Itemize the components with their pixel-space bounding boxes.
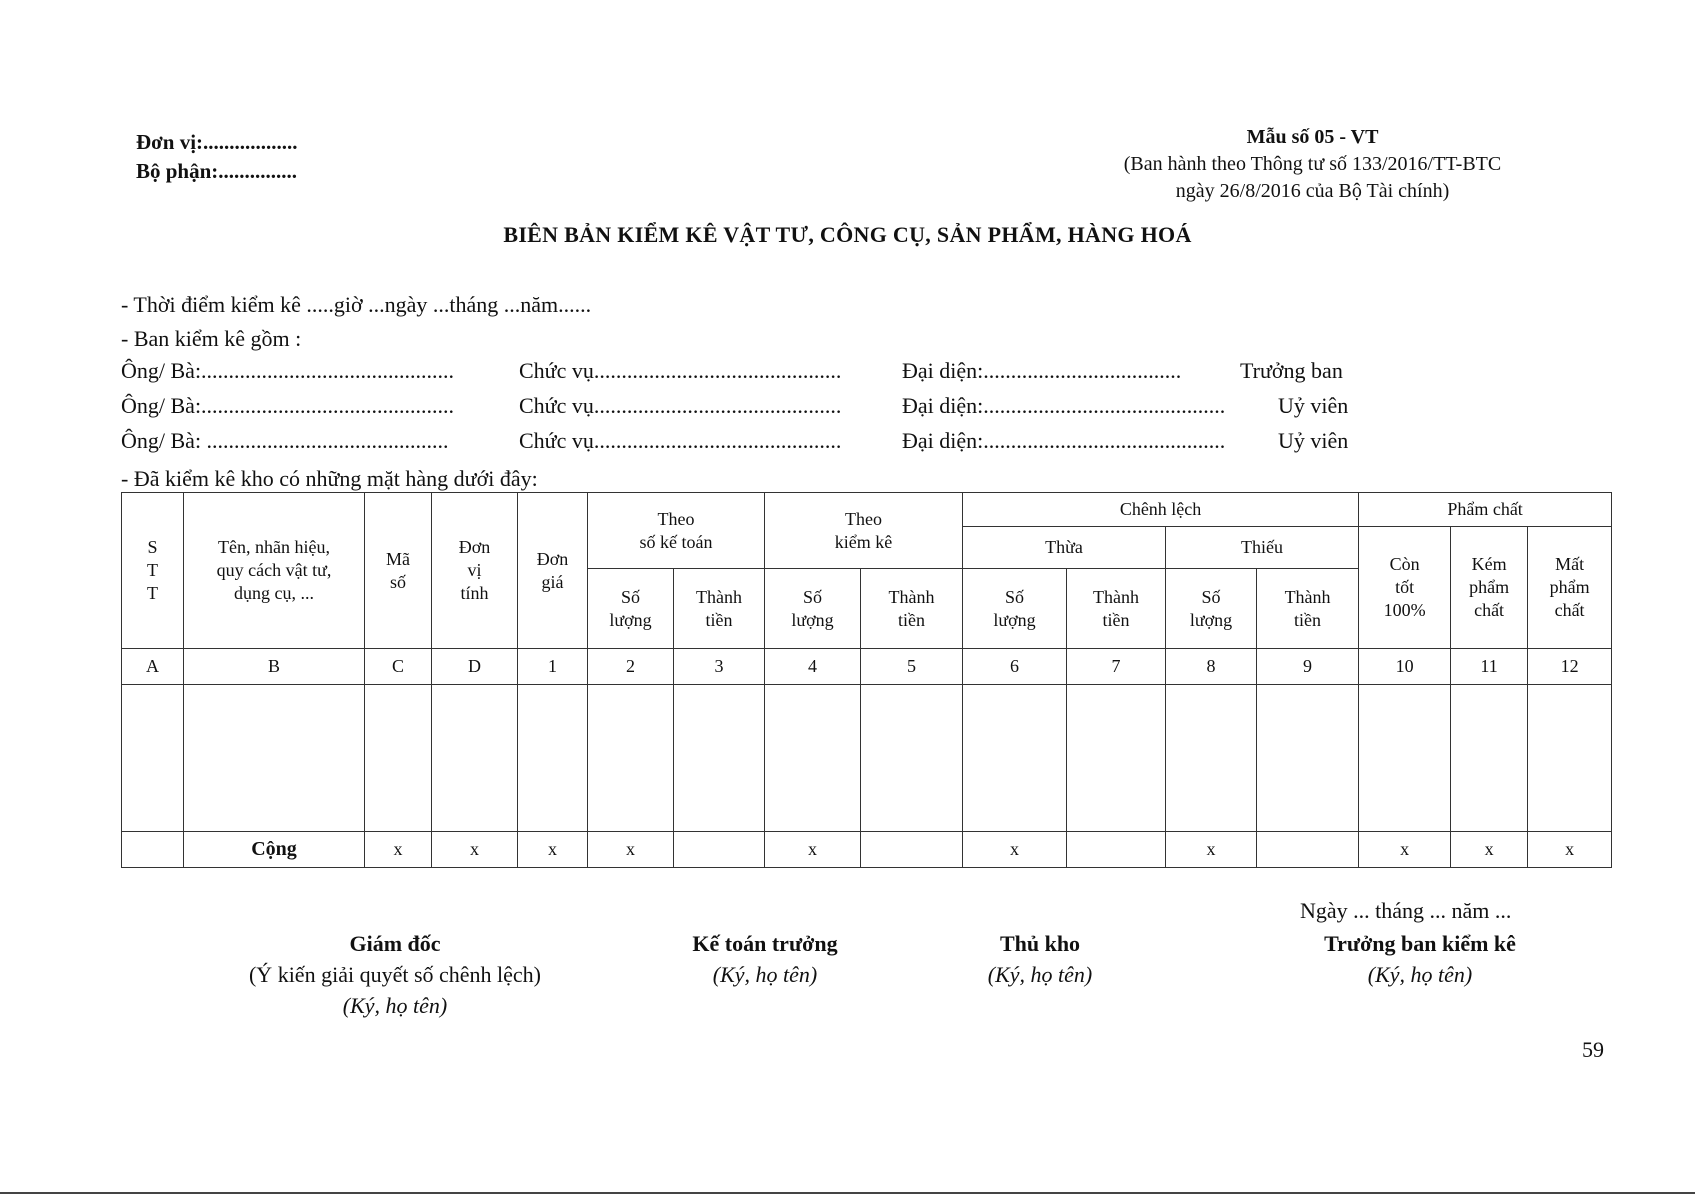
header-quantity: Số lượng <box>1166 569 1257 649</box>
header-quantity: Số lượng <box>765 569 861 649</box>
header-quantity: Số lượng <box>963 569 1067 649</box>
board-members-line: - Ban kiểm kê gồm : <box>121 326 302 351</box>
member-position-field: Chức vụ............................................. <box>519 358 842 383</box>
total-cell: x <box>518 832 588 868</box>
director-signature-block <box>190 928 600 1021</box>
entry-cell[interactable] <box>1067 685 1166 832</box>
column-code: 11 <box>1451 649 1528 685</box>
header-surplus: Thừa <box>963 527 1166 569</box>
entry-cell[interactable] <box>1166 685 1257 832</box>
document-title: BIÊN BẢN KIỂM KÊ VẬT TƯ, CÔNG CỤ, SẢN PHẨM, HÀNG HOÁ <box>503 222 1192 247</box>
total-cell: x <box>1528 832 1612 868</box>
inventory-time-line: - Thời điểm kiểm kê .....giờ ...ngày ...tháng ...năm...... <box>121 292 592 317</box>
form-code: Mẫu số 05 - VT <box>1246 126 1379 148</box>
issued-by-line-2: ngày 26/8/2016 của Bộ Tài chính) <box>1175 180 1450 202</box>
entry-cell[interactable] <box>518 685 588 832</box>
header-amount: Thành tiền <box>1067 569 1166 649</box>
column-code: 12 <box>1528 649 1612 685</box>
entry-cell[interactable] <box>588 685 674 832</box>
accountant-sign-hint: (Ký, họ tên) <box>712 962 818 987</box>
entry-cell[interactable] <box>861 685 963 832</box>
column-code: 8 <box>1166 649 1257 685</box>
column-code: 7 <box>1067 649 1166 685</box>
column-code: 3 <box>674 649 765 685</box>
storekeeper-sign-hint: (Ký, họ tên) <box>987 962 1093 987</box>
header-quality: Phẩm chất <box>1359 493 1612 527</box>
accountant-signature-block <box>640 928 890 990</box>
issued-by-line-1: (Ban hành theo Thông tư số 133/2016/TT-BTC <box>1123 153 1502 175</box>
member-position-field: Chức vụ............................................. <box>519 393 842 418</box>
entry-cell[interactable] <box>1257 685 1359 832</box>
total-cell: x <box>1451 832 1528 868</box>
form-code-block <box>1020 124 1605 205</box>
total-cell: x <box>588 832 674 868</box>
storekeeper-title: Thủ kho <box>999 931 1081 956</box>
entry-cell[interactable] <box>432 685 518 832</box>
storekeeper-signature-block <box>930 928 1150 990</box>
member-represent-field: Đại diện:.................................... <box>902 358 1182 383</box>
total-cell <box>674 832 765 868</box>
total-cell: x <box>1166 832 1257 868</box>
column-code: 6 <box>963 649 1067 685</box>
total-label: Cộng <box>184 832 365 868</box>
header-per-books: Theo số kế toán <box>588 493 765 569</box>
items-intro-line: - Đã kiểm kê kho có những mặt hàng dưới đây: <box>121 466 538 491</box>
member-role: Uỷ viên <box>1278 428 1349 453</box>
total-cell: x <box>432 832 518 868</box>
department-field-label: Bộ phận:............... <box>136 159 298 183</box>
header-amount: Thành tiền <box>1257 569 1359 649</box>
header-unit-price: Đơn giá <box>518 493 588 649</box>
header-stt: S T T <box>122 493 184 649</box>
entry-cell[interactable] <box>1528 685 1612 832</box>
header-code: Mã số <box>365 493 432 649</box>
total-cell <box>861 832 963 868</box>
member-role: Uỷ viên <box>1278 393 1349 418</box>
member-name-field: Ông/ Bà:.............................................. <box>121 393 455 418</box>
column-code: 9 <box>1257 649 1359 685</box>
header-good-condition: Còn tốt 100% <box>1359 527 1451 649</box>
header-amount: Thành tiền <box>861 569 963 649</box>
column-code: 1 <box>518 649 588 685</box>
inventory-table <box>121 492 1612 868</box>
header-amount: Thành tiền <box>674 569 765 649</box>
total-cell <box>122 832 184 868</box>
entry-cell[interactable] <box>674 685 765 832</box>
column-code: D <box>432 649 518 685</box>
bottom-rule <box>0 1192 1695 1194</box>
column-code: C <box>365 649 432 685</box>
header-shortage: Thiếu <box>1166 527 1359 569</box>
director-sign-hint: (Ký, họ tên) <box>342 993 448 1018</box>
column-code: B <box>184 649 365 685</box>
total-cell: x <box>765 832 861 868</box>
member-position-field: Chức vụ............................................. <box>519 428 842 453</box>
header-difference: Chênh lệch <box>963 493 1359 527</box>
column-code: A <box>122 649 184 685</box>
total-cell: x <box>1359 832 1451 868</box>
member-name-field: Ông/ Bà: ............................................ <box>121 428 449 453</box>
entry-cell[interactable] <box>122 685 184 832</box>
column-code: 4 <box>765 649 861 685</box>
board-head-signature-block <box>1270 928 1570 990</box>
director-title: Giám đốc <box>349 931 441 956</box>
header-lost-quality: Mất phẩm chất <box>1528 527 1612 649</box>
column-code: 2 <box>588 649 674 685</box>
item-entry-row <box>122 685 1612 832</box>
entry-cell[interactable] <box>365 685 432 832</box>
total-cell: x <box>963 832 1067 868</box>
total-cell: x <box>365 832 432 868</box>
unit-field-label: Đơn vị:.................. <box>136 130 298 154</box>
header-poor-quality: Kém phẩm chất <box>1451 527 1528 649</box>
column-code: 5 <box>861 649 963 685</box>
total-cell <box>1067 832 1166 868</box>
total-cell <box>1257 832 1359 868</box>
member-name-field: Ông/ Bà:.............................................. <box>121 358 455 383</box>
total-row <box>122 832 1612 868</box>
member-represent-field: Đại diện:............................................ <box>902 393 1226 418</box>
date-line: Ngày ... tháng ... năm ... <box>1300 898 1512 923</box>
header-per-count: Theo kiểm kê <box>765 493 963 569</box>
board-head-sign-hint: (Ký, họ tên) <box>1367 962 1473 987</box>
header-item-name: Tên, nhãn hiệu, quy cách vật tư, dụng cụ, ... <box>184 493 365 649</box>
entry-cell[interactable] <box>765 685 861 832</box>
header-quantity: Số lượng <box>588 569 674 649</box>
page-number: 59 <box>1582 1037 1604 1062</box>
header-unit: Đơn vị tính <box>432 493 518 649</box>
board-head-title: Trưởng ban kiểm kê <box>1324 931 1516 956</box>
entry-cell[interactable] <box>184 685 365 832</box>
unit-info <box>136 128 298 186</box>
member-role: Trưởng ban <box>1240 358 1343 383</box>
director-note: (Ý kiến giải quyết số chênh lệch) <box>248 962 541 987</box>
column-code: 10 <box>1359 649 1451 685</box>
column-code-row <box>122 649 1612 685</box>
member-represent-field: Đại diện:............................................ <box>902 428 1226 453</box>
entry-cell[interactable] <box>963 685 1067 832</box>
entry-cell[interactable] <box>1451 685 1528 832</box>
accountant-title: Kế toán trưởng <box>692 931 838 956</box>
entry-cell[interactable] <box>1359 685 1451 832</box>
